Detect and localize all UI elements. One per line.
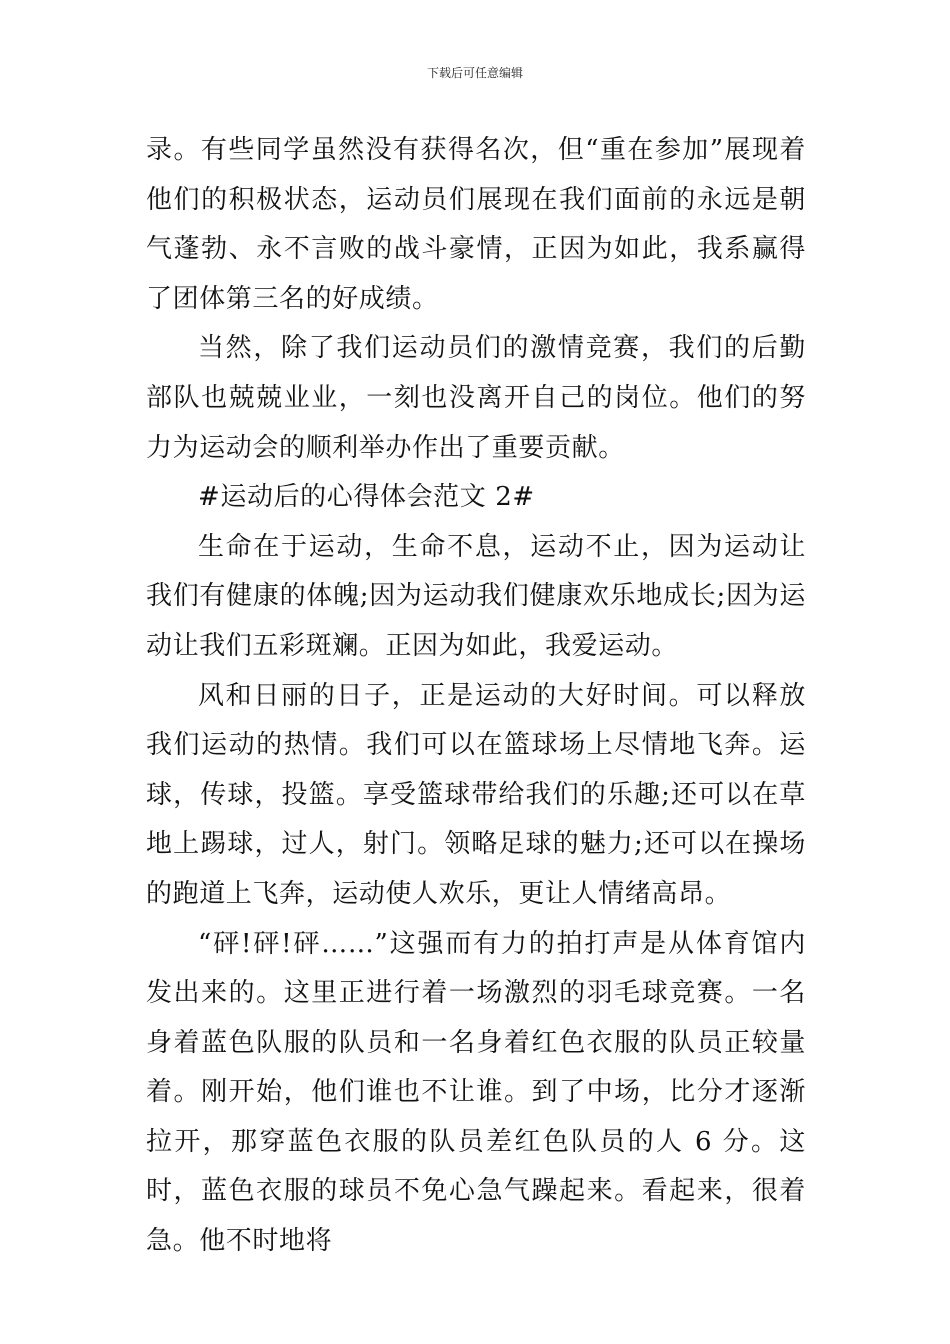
section-heading: #运动后的心得体会范文 2# — [198, 482, 535, 513]
document-body — [146, 126, 806, 1267]
paragraph-2: 当然，除了我们运动员们的激情竞赛，我们的后勤部队也兢兢业业，一刻也没离开自己的岗位。他们的努力为运动会的顺利举办作出了重要贡献。 — [146, 333, 806, 463]
paragraph-1: 录。有些同学虽然没有获得名次，但“重在参加”展现着他们的积极状态，运动员们展现在我们面前的永远是朝气蓬勃、永不言败的战斗豪情，正因为如此，我系赢得了团体第三名的好成绩。 — [146, 135, 806, 314]
page-header: 下载后可任意编辑 — [426, 66, 523, 80]
paragraph-3: 生命在于运动，生命不息，运动不止，因为运动让我们有健康的体魄;因为运动我们健康欢乐地成长;因为运动让我们五彩斑斓。正因为如此，我爱运动。 — [146, 531, 806, 661]
paragraph-4: 风和日丽的日子，正是运动的大好时间。可以释放我们运动的热情。我们可以在篮球场上尽情地飞奔。运球，传球，投篮。享受篮球带给我们的乐趣;还可以在草地上踢球，过人，射门。领略足球的魅力;还可以在操场的跑道上飞奔，运动使人欢乐，更让人情绪高昂。 — [146, 680, 806, 909]
paragraph-5: “砰!砰!砰……”这强而有力的拍打声是从体育馆内发出来的。这里正进行着一场激烈的羽毛球竞赛。一名身着蓝色队服的队员和一名身着红色衣服的队员正较量着。刚开始，他们谁也不让谁。到了中场，比分才逐渐拉开，那穿蓝色衣服的队员差红色队员的人 6 分。这时，蓝色衣服的球员不免心急气躁起来。看起来，很着急。他不时地将 — [146, 928, 806, 1257]
